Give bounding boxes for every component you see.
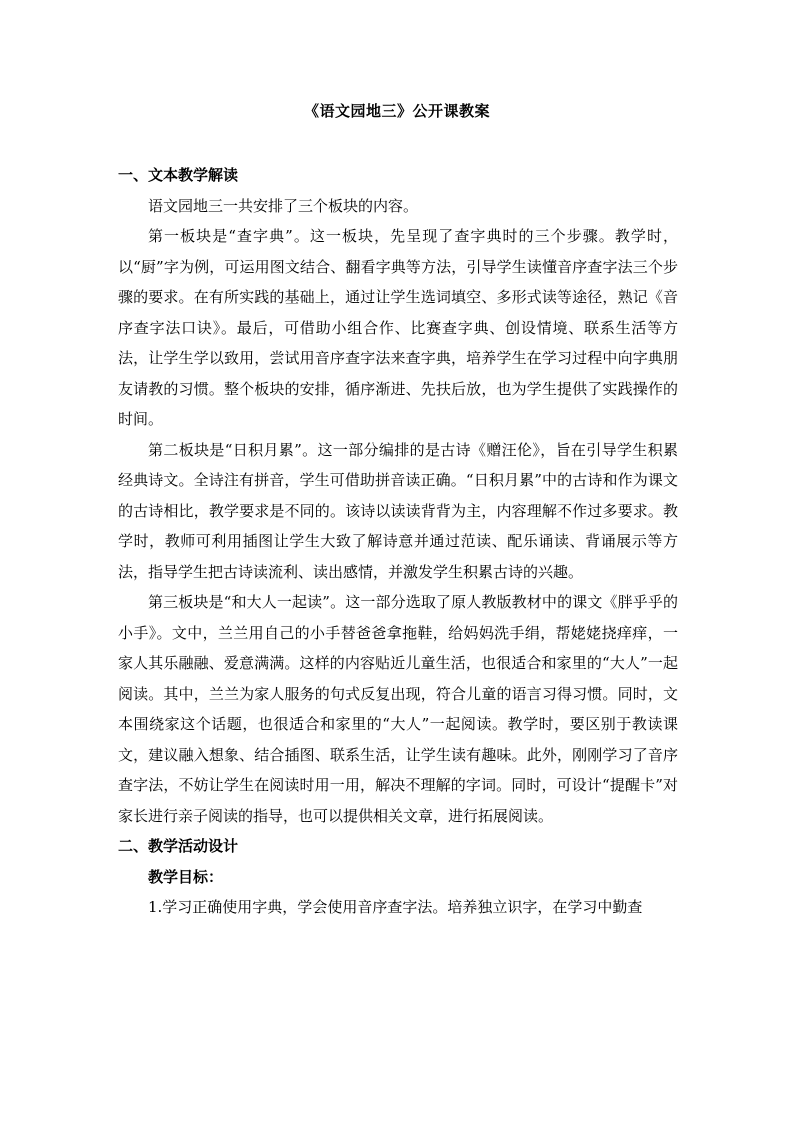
paragraph-block-three: 第三板块是“和大人一起读”。这一部分选取了原人教版教材中的课文《胖乎乎的小手》。文中，兰兰用自己的小手替爸爸拿拖鞋，给妈妈洗手绢，帮姥姥挠痒痒，一家人其乐融融、爱意满满。这样的内容贴近儿童生活，也很适合和家里的“大人”一起阅读。其中，兰兰为家人服务的句式反复出现，符合儿童的语言习得习惯。同时，文本围绕家这个话题，也很适合和家里的“大人”一起阅读。教学时，要区别于教读课文，建议融入想象、结合插图、联系生活，让学生读有趣味。此外，刚刚学习了音序查字法，不妨让学生在阅读时用一用，解决不理解的字词。同时，可设计“提醒卡”对家长进行亲子阅读的指导，也可以提供相关文章，进行拓展阅读。 xyxy=(118,593,678,825)
document-title: 《语文园地三》公开课教案 xyxy=(303,102,490,120)
section-heading-activity-design: 二、教学活动设计 xyxy=(118,837,239,855)
document-body xyxy=(118,160,678,923)
teaching-goals-heading: 教学目标： xyxy=(148,867,224,886)
paragraph-block-two: 第二板块是“日积月累”。这一部分编排的是古诗《赠汪伦》，旨在引导学生积累经典诗文。全诗注有拼音，学生可借助拼音读正确。“日积月累”中的古诗和作为课文的古诗相比，教学要求是不同的。该诗以读读背背为主，内容理解不作过多要求。教学时，教师可利用插图让学生大致了解诗意并通过范读、配乐诵读、背诵展示等方法，指导学生把古诗读流利、读出感情，并激发学生积累古诗的兴趣。 xyxy=(118,440,678,581)
teaching-goal-item: 1.学习正确使用字典，学会使用音序查字法。培养独立识字，在学习中勤查 xyxy=(148,898,643,916)
paragraph-overview: 语文园地三一共安排了三个板块的内容。 xyxy=(148,196,419,215)
paragraph-block-one: 第一板块是“查字典”。这一板块，先呈现了查字典时的三个步骤。教学时，以“厨”字为例，可运用图文结合、翻看字典等方法，引导学生读懂音序查字法三个步骤的要求。在有所实践的基础上，通过让学生选词填空、多形式读等途径，熟记《音序查字法口诀》。最后，可借助小组合作、比赛查字典、创设情境、联系生活等方法，让学生学以致用，尝试用音序查字法来查字典，培养学生在学习过程中向字典朋友请教的习惯。整个板块的安排，循序渐进、先扶后放，也为学生提供了实践操作的时间。 xyxy=(118,227,678,428)
section-heading-text-analysis: 一、文本教学解读 xyxy=(118,166,239,184)
